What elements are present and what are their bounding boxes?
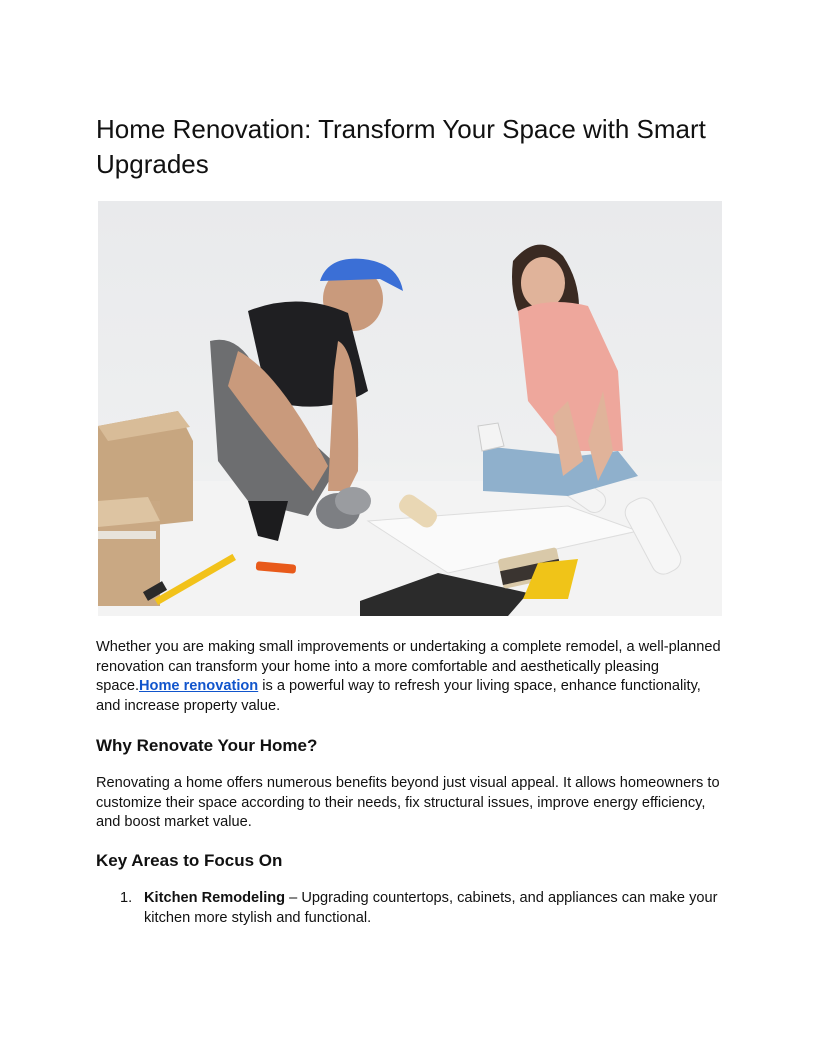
key-areas-list <box>96 889 726 928</box>
section-heading-key-areas: Key Areas to Focus On <box>96 851 283 870</box>
hero-image <box>98 201 722 616</box>
home-renovation-link[interactable]: Home renovation <box>139 678 259 695</box>
intro-paragraph <box>96 638 726 716</box>
why-renovate-paragraph: Renovating a home offers numerous benefits beyond just visual appeal. It allows homeowners to customize their space according to their needs, fix structural issues, improve energy efficiency, and boost market value. <box>96 775 720 831</box>
list-item <box>96 889 726 928</box>
list-item-number: 1. <box>120 890 133 906</box>
list-item-text: – Upgrading countertops, cabinets, and appliances can make your kitchen more stylish and functional. <box>144 890 718 926</box>
renovation-photo-illustration <box>98 201 722 616</box>
page-title: Home Renovation: Transform Your Space with Smart Upgrades <box>96 114 706 179</box>
intro-text-before-link: Whether you are making small improvements or undertaking a complete remodel, a well-planned renovation can transform your home into a more comfortable and aesthetically pleasing space. <box>96 639 721 695</box>
list-item-label: Kitchen Remodeling <box>144 890 286 906</box>
intro-text-after-link: is a powerful way to refresh your living space, enhance functionality, and increase property value. <box>96 678 701 714</box>
section-heading-why-renovate: Why Renovate Your Home? <box>96 736 318 755</box>
